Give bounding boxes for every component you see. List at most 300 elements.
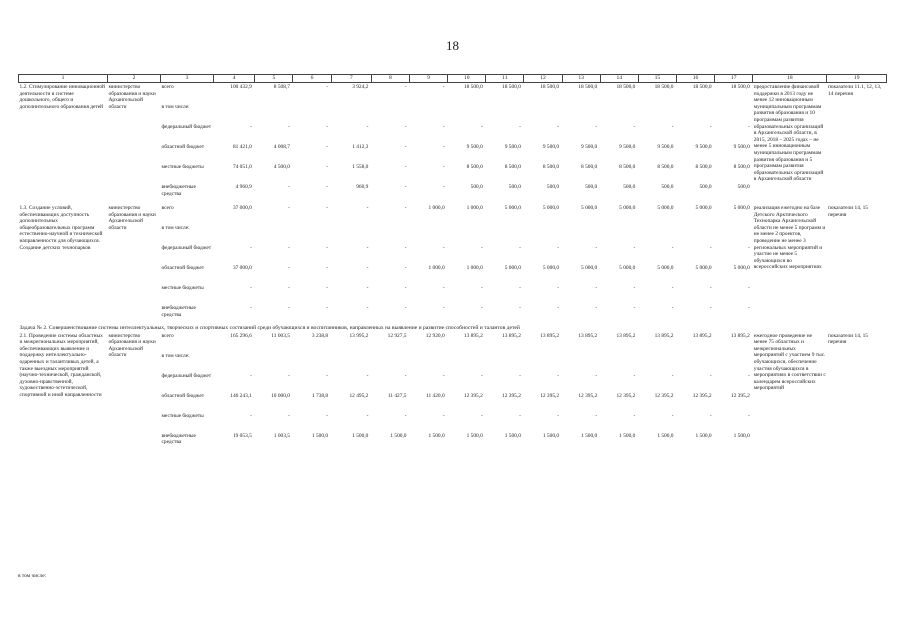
amount-cell: - xyxy=(671,372,674,379)
amount-cell: 1 000,0 xyxy=(466,265,483,271)
amount-cell: 18 500,0 xyxy=(463,84,483,90)
amount-cell: - xyxy=(595,412,598,419)
amount-cell xyxy=(638,104,676,124)
amount-cell: - xyxy=(366,305,369,311)
amount-cell: - xyxy=(326,184,329,190)
amount-cell xyxy=(562,104,600,124)
amount-cell xyxy=(331,104,371,124)
amount-cell: - xyxy=(671,124,674,130)
amount-cell: 9 500,0 xyxy=(466,144,483,150)
funding-source: местные бюджеты xyxy=(161,412,204,419)
funding-source: всего xyxy=(161,332,174,339)
amount-cell: - xyxy=(366,205,369,211)
amount-cell: 9 500,0 xyxy=(504,144,521,150)
amount-cell: 9 500,0 xyxy=(695,144,712,150)
amount-cell: - xyxy=(288,305,290,311)
amount-cell: 18 500,0 xyxy=(730,84,750,90)
amount-cell: - xyxy=(288,412,290,419)
amount-cell: 19 053,5 xyxy=(232,432,252,439)
amount-cell: - xyxy=(671,245,674,251)
amount-cell: 13 895,2 xyxy=(540,332,560,339)
amount-cell: - xyxy=(366,412,369,419)
amount-cell xyxy=(331,225,371,245)
amount-cell: 1 500,0 xyxy=(542,432,560,439)
amount-cell: 8 500,0 xyxy=(466,164,483,170)
amount-cell: - xyxy=(709,305,712,311)
amount-cell xyxy=(331,353,371,373)
amount-cell: 5 000,0 xyxy=(695,265,712,271)
amount-cell: - xyxy=(633,285,636,291)
amount-cell: 1 500,0 xyxy=(657,432,674,439)
budget-table-sheet xyxy=(18,74,887,453)
amount-cell: - xyxy=(404,84,407,90)
amount-cell: - xyxy=(480,285,483,291)
amount-cell: - xyxy=(633,245,636,251)
activity-name: 1.3. Создание условий, обеспечивающих доступность дополнительных общеобразовательных программ естественно-научной и технической направленности для обучающихся. Создание детских технопарков xyxy=(19,205,103,251)
amount-cell xyxy=(715,104,753,124)
amount-cell: - xyxy=(288,372,290,379)
funding-source: местные бюджеты xyxy=(161,285,204,291)
amount-cell: - xyxy=(366,285,369,291)
amount-cell: - xyxy=(250,285,252,291)
amount-cell: - xyxy=(480,305,483,311)
amount-cell: - xyxy=(288,205,290,211)
amount-cell: 12 395,2 xyxy=(578,392,598,399)
amount-cell xyxy=(524,353,562,373)
amount-cell: 12 395,2 xyxy=(654,392,674,399)
amount-cell: - xyxy=(633,412,636,419)
funding-source: областной бюджет xyxy=(161,144,205,150)
amount-cell: - xyxy=(747,245,750,251)
amount-cell: - xyxy=(595,285,598,291)
amount-cell: 1 500,0 xyxy=(504,432,521,439)
amount-cell: - xyxy=(326,285,329,291)
amount-cell: - xyxy=(633,305,636,311)
amount-cell: - xyxy=(442,124,445,130)
amount-cell: - xyxy=(709,245,712,251)
amount-cell: - xyxy=(250,245,252,251)
amount-cell xyxy=(715,353,753,373)
amount-cell: - xyxy=(326,164,329,170)
amount-cell: - xyxy=(633,372,636,379)
amount-cell: - xyxy=(326,124,329,130)
amount-cell: 5 000,0 xyxy=(619,265,636,271)
amount-cell: 1 558,0 xyxy=(352,164,369,170)
expected-result: ежегодное проведение не менее 75 областных и межрегиональных мероприятий с участием 9 тыс. обучающихся, обеспечение участия обучающихся в мероприятиях в соответствии с календарем всероссийских мероприятий xyxy=(753,332,826,392)
amount-cell: - xyxy=(747,124,750,130)
amount-cell: - xyxy=(557,245,560,251)
amount-cell xyxy=(255,225,293,245)
column-number: 1 xyxy=(19,75,108,83)
amount-cell xyxy=(410,353,448,373)
amount-cell: - xyxy=(442,245,445,251)
amount-cell: 4 500,0 xyxy=(273,164,290,170)
amount-cell: 18 500,0 xyxy=(692,84,712,90)
amount-cell: - xyxy=(519,245,521,251)
amount-cell: - xyxy=(709,124,712,130)
amount-cell: - xyxy=(250,124,252,130)
amount-cell: 18 500,0 xyxy=(578,84,598,90)
amount-cell: - xyxy=(747,372,750,379)
amount-cell xyxy=(371,225,409,245)
amount-cell: 8 508,7 xyxy=(273,84,290,90)
amount-cell xyxy=(562,225,600,245)
amount-cell: 165 296,6 xyxy=(230,332,252,339)
amount-cell xyxy=(600,225,638,245)
amount-cell: 12 395,2 xyxy=(616,392,636,399)
amount-cell: - xyxy=(326,265,329,271)
amount-cell: - xyxy=(557,412,560,419)
amount-cell: - xyxy=(326,144,329,150)
amount-cell: - xyxy=(404,144,407,150)
amount-cell: - xyxy=(709,412,712,419)
amount-cell: - xyxy=(250,412,252,419)
funding-source: внебюджетные средства xyxy=(161,184,196,197)
funding-source: внебюджетные средства xyxy=(161,432,196,446)
amount-cell: 12 495,2 xyxy=(349,392,369,399)
amount-cell: 1 500,0 xyxy=(581,432,598,439)
amount-cell: 10 000,0 xyxy=(271,392,290,399)
column-number: 2 xyxy=(108,75,161,83)
column-number: 11 xyxy=(486,75,524,83)
amount-cell: 5 000,0 xyxy=(542,205,560,211)
amount-cell: 8 500,0 xyxy=(504,164,521,170)
amount-cell: 12 927,5 xyxy=(387,332,407,339)
amount-cell: 500,0 xyxy=(737,184,750,190)
indicators: показатели 14, 15 перечня xyxy=(827,205,868,218)
amount-cell: 12 395,2 xyxy=(502,392,521,399)
amount-cell: - xyxy=(442,285,445,291)
amount-cell: 500,0 xyxy=(623,184,636,190)
amount-cell: 5 000,0 xyxy=(695,205,712,211)
funding-source: федеральный бюджет xyxy=(161,245,212,251)
amount-cell: - xyxy=(404,124,407,130)
amount-cell: - xyxy=(557,124,560,130)
column-number-row xyxy=(19,75,887,83)
amount-cell: 1 500,0 xyxy=(352,432,369,439)
amount-cell: - xyxy=(288,285,290,291)
column-number: 14 xyxy=(600,75,638,83)
amount-cell: 13 895,2 xyxy=(616,332,636,339)
amount-cell: - xyxy=(595,245,598,251)
footnote: в том числе: xyxy=(18,573,47,579)
amount-cell: 1 500,0 xyxy=(619,432,636,439)
amount-cell: 11 420,0 xyxy=(425,392,445,399)
amount-cell: - xyxy=(250,372,252,379)
amount-cell: 13 895,2 xyxy=(730,332,750,339)
column-number: 8 xyxy=(371,75,409,83)
amount-cell: - xyxy=(404,245,407,251)
expected-result: предоставление финансовой поддержки в 2013 году не менее 12 инновационным муниципальным программам развития образования и 10 программам развития образовательных организаций в Архангельской области, в 2015, 2018 – 2025 годах – не менее 5 инновационным муниципальным программам развития образования и 5 программам развития образовательных организаций в Архангельской области xyxy=(753,84,824,183)
amount-cell: 8 500,0 xyxy=(695,164,712,170)
amount-cell: 5 000,0 xyxy=(733,265,750,271)
amount-cell: 960,9 xyxy=(356,184,369,190)
amount-cell: 500,0 xyxy=(470,184,483,190)
amount-cell: - xyxy=(442,84,445,90)
amount-cell: 8 500,0 xyxy=(657,164,674,170)
amount-cell: 5 000,0 xyxy=(504,265,521,271)
amount-cell xyxy=(524,104,562,124)
funding-source: федеральный бюджет xyxy=(161,372,212,379)
budget-table xyxy=(18,74,887,453)
column-number: 17 xyxy=(715,75,753,83)
amount-cell: 37 000,0 xyxy=(232,265,252,271)
amount-cell: 1 500,0 xyxy=(695,432,712,439)
amount-cell: - xyxy=(404,184,407,190)
amount-cell xyxy=(293,225,331,245)
amount-cell: - xyxy=(709,285,712,291)
amount-cell xyxy=(371,353,409,373)
amount-cell: 500,0 xyxy=(699,184,712,190)
amount-cell: - xyxy=(557,285,560,291)
amount-cell xyxy=(255,104,293,124)
executor: министерство образования и науки Архангельской области xyxy=(108,205,156,231)
amount-cell: 500,0 xyxy=(585,184,598,190)
amount-cell: 1 000,0 xyxy=(466,205,483,211)
executor: министерство образования и науки Архангельской области xyxy=(108,84,156,110)
amount-cell xyxy=(715,225,753,245)
amount-cell xyxy=(638,225,676,245)
amount-cell: - xyxy=(404,164,407,170)
amount-cell xyxy=(255,353,293,373)
amount-cell: - xyxy=(326,84,329,90)
amount-cell: 5 000,0 xyxy=(657,205,674,211)
amount-cell: - xyxy=(288,124,290,130)
activity-name: 1.2. Стимулирование инновационной деятельности в системе дошкольного, общего и дополнительного образования детей xyxy=(19,84,105,110)
amount-cell: - xyxy=(366,124,369,130)
amount-cell: 1 500,0 xyxy=(733,432,750,439)
amount-cell: - xyxy=(519,412,521,419)
amount-cell xyxy=(448,353,486,373)
amount-cell: - xyxy=(480,245,483,251)
amount-cell: - xyxy=(480,124,483,130)
amount-cell: 3 924,2 xyxy=(352,84,369,90)
column-number: 13 xyxy=(562,75,600,83)
amount-cell xyxy=(600,353,638,373)
indicators: показатели 11.1, 12, 13, 14 перечня xyxy=(827,84,882,97)
amount-cell: 500,0 xyxy=(508,184,521,190)
amount-cell xyxy=(293,104,331,124)
amount-cell: - xyxy=(250,305,252,311)
amount-cell: - xyxy=(671,412,674,419)
funding-source: всего xyxy=(161,84,174,90)
amount-cell: - xyxy=(442,372,445,379)
amount-cell: - xyxy=(480,372,483,379)
funding-source: внебюджетные средства xyxy=(161,305,196,318)
amount-cell: - xyxy=(595,124,598,130)
table-row xyxy=(19,204,887,225)
amount-cell: 12 395,2 xyxy=(692,392,712,399)
amount-cell: 74 051,0 xyxy=(232,164,252,170)
amount-cell xyxy=(448,104,486,124)
amount-cell xyxy=(410,225,448,245)
column-number: 6 xyxy=(293,75,331,83)
amount-cell: - xyxy=(747,285,750,291)
amount-cell xyxy=(524,225,562,245)
amount-cell: 8 500,0 xyxy=(619,164,636,170)
amount-cell: - xyxy=(326,412,329,419)
amount-cell: 8 500,0 xyxy=(581,164,598,170)
column-number: 9 xyxy=(410,75,448,83)
executor: министерство образования и науки Архангельской области xyxy=(108,332,156,359)
amount-cell: - xyxy=(442,164,445,170)
amount-cell: 5 000,0 xyxy=(619,205,636,211)
amount-cell xyxy=(638,353,676,373)
amount-cell: - xyxy=(595,305,598,311)
funding-source: областной бюджет xyxy=(161,265,205,271)
amount-cell: 1 412,3 xyxy=(352,144,369,150)
amount-cell: - xyxy=(404,265,407,271)
amount-cell xyxy=(213,225,254,245)
amount-cell: 12 395,2 xyxy=(463,392,483,399)
task-heading-row xyxy=(19,325,887,332)
amount-cell xyxy=(410,104,448,124)
amount-cell: 18 500,0 xyxy=(502,84,521,90)
amount-cell: - xyxy=(557,372,560,379)
amount-cell: 18 500,0 xyxy=(654,84,674,90)
table-row xyxy=(19,332,887,353)
amount-cell: 4 008,7 xyxy=(273,144,290,150)
amount-cell: - xyxy=(671,285,674,291)
column-number: 12 xyxy=(524,75,562,83)
page-number: 18 xyxy=(446,38,459,53)
amount-cell: - xyxy=(366,372,369,379)
amount-cell: - xyxy=(404,305,407,311)
amount-cell: 1 738,8 xyxy=(311,392,329,399)
amount-cell: 1 003,5 xyxy=(273,432,290,439)
amount-cell: 5 000,0 xyxy=(504,205,521,211)
amount-cell: 13 995,2 xyxy=(349,332,369,339)
expected-result: реализация ежегодно на базе Детского Арктического Технопарка Архангельской области не менее 5 программ и не менее 2 проектов, проведение не менее 3 региональных мероприятий и участие не менее 5 обучающихся во всероссийских мероприятиях xyxy=(753,205,826,271)
amount-cell: - xyxy=(747,412,750,419)
amount-cell: - xyxy=(519,305,521,311)
amount-cell xyxy=(486,104,524,124)
amount-cell: - xyxy=(326,305,329,311)
activity-name: 2.1. Проведение системы областных и межрегиональных мероприятий, обеспечивающих выявление и поддержку интеллектуально-одаренных и талантливых детей, а также выездных мероприятий (научно-технической, гражданской, духовно-нравственной, художественно-эстетической, спортивной и иной направленности xyxy=(19,332,103,398)
amount-cell: 9 500,0 xyxy=(619,144,636,150)
amount-cell: - xyxy=(557,305,560,311)
amount-cell: 8 500,0 xyxy=(733,164,750,170)
amount-cell: - xyxy=(326,372,329,379)
amount-cell xyxy=(371,104,409,124)
amount-cell: - xyxy=(709,372,712,379)
column-number: 18 xyxy=(753,75,827,83)
funding-source: местные бюджеты xyxy=(161,164,204,170)
column-number: 19 xyxy=(827,75,887,83)
task-heading: Задача № 2. Совершенствование системы интеллектуальных, творческих и спортивных состязаний среди обучающихся и воспитанников, направленных на выявление и развитие способностей и талантов детей xyxy=(19,325,520,331)
amount-cell: - xyxy=(366,265,369,271)
amount-cell: 8 500,0 xyxy=(542,164,560,170)
amount-cell: 13 895,2 xyxy=(654,332,674,339)
amount-cell: 13 895,2 xyxy=(578,332,598,339)
amount-cell: 146 243,1 xyxy=(230,392,252,399)
amount-cell: - xyxy=(404,412,407,419)
amount-cell xyxy=(676,353,714,373)
amount-cell: 9 500,0 xyxy=(542,144,560,150)
funding-source: в том числе: xyxy=(161,225,190,231)
column-number: 7 xyxy=(331,75,371,83)
amount-cell: - xyxy=(442,305,445,311)
amount-cell: - xyxy=(366,245,369,251)
amount-cell: - xyxy=(480,412,483,419)
amount-cell: 12 920,0 xyxy=(425,332,445,339)
amount-cell: 18 500,0 xyxy=(540,84,560,90)
amount-cell xyxy=(486,353,524,373)
column-number: 16 xyxy=(676,75,714,83)
amount-cell: - xyxy=(442,184,445,190)
amount-cell: 12 395,2 xyxy=(730,392,750,399)
amount-cell: - xyxy=(747,305,750,311)
amount-cell: 18 500,0 xyxy=(616,84,636,90)
amount-cell: 12 395,2 xyxy=(540,392,560,399)
amount-cell: 5 000,0 xyxy=(581,205,598,211)
amount-cell: - xyxy=(326,245,329,251)
amount-cell: 9 500,0 xyxy=(581,144,598,150)
amount-cell: - xyxy=(404,205,407,211)
amount-cell: 500,0 xyxy=(546,184,560,190)
amount-cell xyxy=(293,353,331,373)
amount-cell xyxy=(213,353,254,373)
amount-cell: 5 000,0 xyxy=(733,205,750,211)
amount-cell: - xyxy=(404,372,407,379)
amount-cell: 13 895,2 xyxy=(463,332,483,339)
amount-cell: - xyxy=(519,124,521,130)
amount-cell: 11 427,5 xyxy=(387,392,407,399)
amount-cell: - xyxy=(442,412,445,419)
amount-cell: 100 432,9 xyxy=(230,84,252,90)
amount-cell: 3 238,8 xyxy=(311,332,329,339)
amount-cell: 5 000,0 xyxy=(657,265,674,271)
column-number: 15 xyxy=(638,75,676,83)
amount-cell: 5 000,0 xyxy=(581,265,598,271)
table-row xyxy=(19,83,887,105)
amount-cell: 9 500,0 xyxy=(733,144,750,150)
column-number: 10 xyxy=(448,75,486,83)
amount-cell: - xyxy=(519,285,521,291)
amount-cell: 9 500,0 xyxy=(657,144,674,150)
amount-cell: 81 421,0 xyxy=(232,144,252,150)
amount-cell: 1 000,0 xyxy=(428,205,445,211)
amount-cell: - xyxy=(671,305,674,311)
indicators: показатели 14, 15 перечня xyxy=(827,332,868,346)
amount-cell xyxy=(562,353,600,373)
funding-source: всего xyxy=(161,205,174,211)
amount-cell: - xyxy=(404,285,407,291)
amount-cell: 13 895,2 xyxy=(502,332,521,339)
amount-cell xyxy=(213,104,254,124)
amount-cell xyxy=(676,104,714,124)
amount-cell: - xyxy=(442,144,445,150)
column-number: 5 xyxy=(255,75,293,83)
amount-cell: 500,0 xyxy=(661,184,674,190)
column-number: 4 xyxy=(213,75,254,83)
amount-cell: 13 895,2 xyxy=(692,332,712,339)
amount-cell xyxy=(676,225,714,245)
amount-cell: - xyxy=(288,184,290,190)
amount-cell: - xyxy=(288,265,290,271)
funding-source: в том числе: xyxy=(161,104,190,110)
amount-cell: - xyxy=(288,245,290,251)
amount-cell xyxy=(486,225,524,245)
amount-cell: - xyxy=(633,124,636,130)
amount-cell: 1 500,0 xyxy=(466,432,483,439)
amount-cell xyxy=(600,104,638,124)
amount-cell: 1 500,0 xyxy=(311,432,329,439)
amount-cell: 5 000,0 xyxy=(542,265,560,271)
amount-cell: - xyxy=(595,372,598,379)
amount-cell: 37 000,0 xyxy=(232,205,252,211)
funding-source: федеральный бюджет xyxy=(161,124,212,130)
